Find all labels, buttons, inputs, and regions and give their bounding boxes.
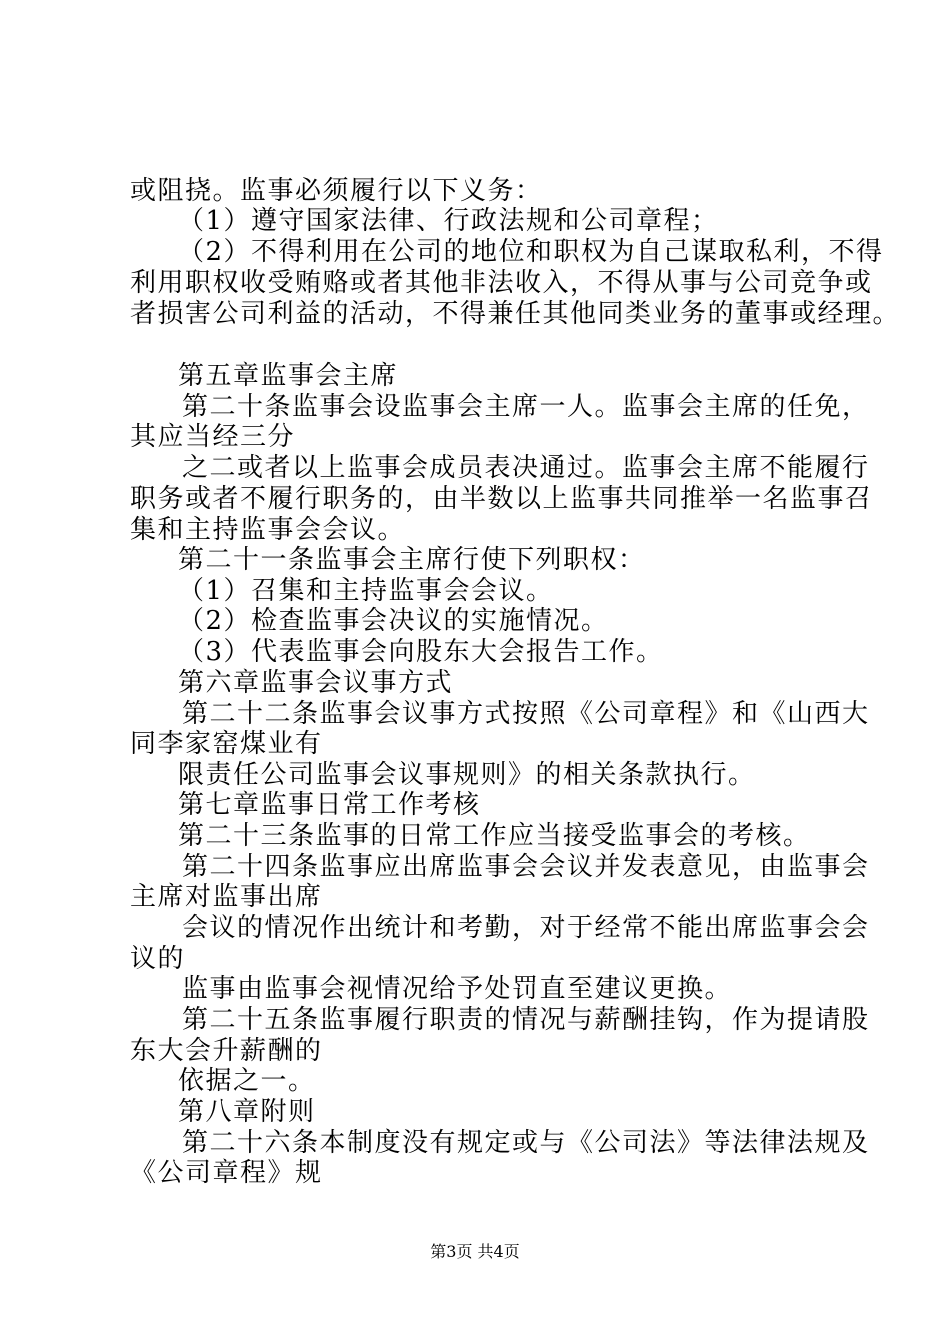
page-number: 第3页 共4页 [430,1242,520,1261]
chapter-heading: 第七章监事日常工作考核 [178,790,481,820]
text-line: 第二十五条监事履行职责的情况与薪酬挂钩，作为提请股 [182,1005,870,1035]
text-line: 同李家窑煤业有 [130,729,323,759]
text-line: 者损害公司利益的活动，不得兼任其他同类业务的董事或经理。 [130,299,901,329]
text-line: 依据之一。 [178,1066,316,1096]
text-line: 限责任公司监事会议事规则》的相关条款执行。 [178,760,756,790]
text-line: 东大会升薪酬的 [130,1036,323,1066]
text-line: （1）召集和主持监事会会议。 [178,576,554,606]
text-line: 第二十一条监事会主席行使下列职权： [178,545,646,575]
text-line: 其应当经三分 [130,422,296,452]
text-line: （2）不得利用在公司的地位和职权为自己谋取私利，不得 [178,237,884,267]
text-line: 利用职权收受贿赂或者其他非法收入，不得从事与公司竞争或 [130,268,873,298]
text-line: （2）检查监事会决议的实施情况。 [178,606,609,636]
text-line: 监事由监事会视情况给予处罚直至建议更换。 [182,974,733,1004]
text-line: 会议的情况作出统计和考勤，对于经常不能出席监事会会 [182,913,870,943]
text-line: 主席对监事出席 [130,882,323,912]
text-line: 第二十条监事会设监事会主席一人。监事会主席的任免， [182,392,870,422]
chapter-heading: 第五章监事会主席 [178,361,399,391]
text-line: 第二十四条监事应出席监事会会议并发表意见，由监事会 [182,852,870,882]
text-line: 第二十三条监事的日常工作应当接受监事会的考核。 [178,821,811,851]
text-line: 第二十二条监事会议事方式按照《公司章程》和《山西大 [182,699,870,729]
text-line: （1）遵守国家法律、行政法规和公司章程； [178,206,719,236]
text-line: 第二十六条本制度没有规定或与《公司法》等法律法规及 [182,1128,870,1158]
text-line: 集和主持监事会会议。 [130,515,406,545]
text-line: 职务或者不履行职务的，由半数以上监事共同推举一名监事召 [130,484,873,514]
text-line: 或阻挠。监事必须履行以下义务： [130,176,543,206]
chapter-heading: 第六章监事会议事方式 [178,668,454,698]
text-line: （3）代表监事会向股东大会报告工作。 [178,637,664,667]
text-line: 之二或者以上监事会成员表决通过。监事会主席不能履行 [182,453,870,483]
text-line: 《公司章程》规 [130,1158,323,1188]
text-line: 议的 [130,944,186,974]
chapter-heading: 第八章附则 [178,1097,316,1127]
